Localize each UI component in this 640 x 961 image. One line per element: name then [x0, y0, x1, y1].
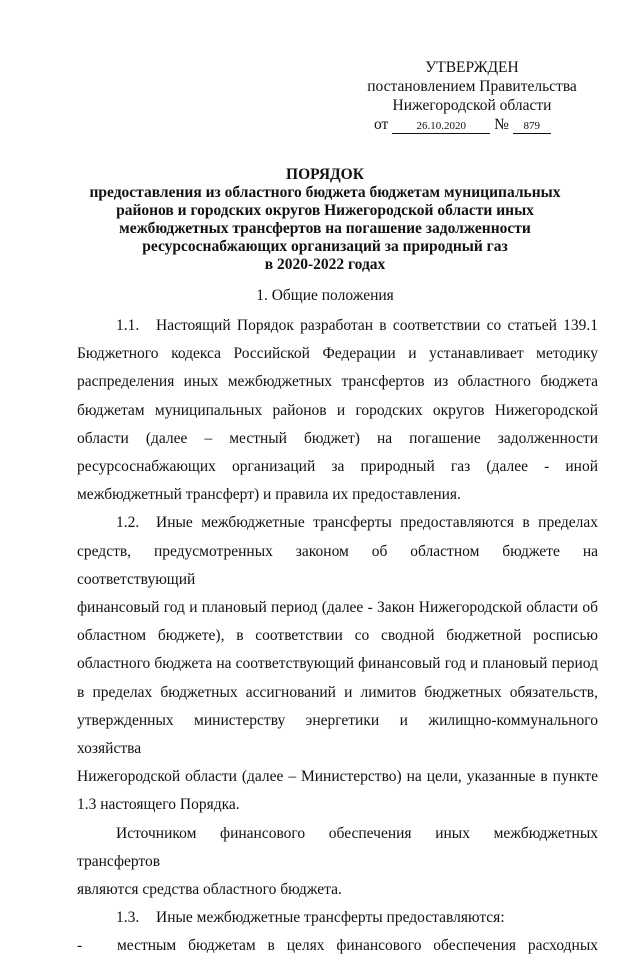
text-line: распределения иных межбюджетных трансфертов из областного бюджета	[77, 373, 598, 391]
number-sign: №	[494, 116, 509, 133]
paragraph-1-2	[77, 509, 598, 537]
text-line: областном бюджете), в соответствии со сводной бюджетной росписью	[77, 627, 598, 645]
title-line: районов и городских округов Нижегородской области иных	[116, 202, 534, 219]
text-line: средств, предусмотренных законом об областном бюджете на соответствующий	[77, 542, 598, 588]
paragraph-1-1	[77, 312, 598, 340]
item-number: 1.3.	[116, 909, 140, 927]
text-line: ресурсоснабжающих организаций за природный газ (далее - иной	[77, 458, 598, 476]
dash-marker: -	[77, 937, 83, 955]
text-line: Иные межбюджетные трансферты предоставляются:	[156, 909, 505, 927]
text-line: областного бюджета на соответствующий финансовый год и плановый период	[77, 655, 598, 673]
title-line: ресурсоснабжающих организаций за природный газ	[142, 238, 508, 255]
item-number: 1.2.	[116, 514, 140, 532]
text-line: Бюджетного кодекса Российской Федерации и устанавливает методику	[77, 345, 598, 363]
item-number: 1.1.	[116, 317, 140, 334]
title-line: предоставления из областного бюджета бюджетам муниципальных	[89, 184, 561, 201]
text-line: Нижегородской области (далее – Министерство) на цели, указанные в пункте	[77, 768, 598, 786]
approval-number: 879	[513, 120, 551, 134]
text-line: в пределах бюджетных ассигнований и лимитов бюджетных обязательств,	[77, 683, 598, 701]
approval-block	[362, 58, 582, 134]
section-heading: 1. Общие положения	[256, 287, 394, 304]
title-line: в 2020-2022 годах	[264, 256, 386, 273]
paragraph-source: Источником финансового обеспечения иных межбюджетных трансфертов	[77, 824, 598, 870]
text-line: области (далее – местный бюджет) на погашение задолженности	[77, 429, 598, 447]
text-line: межбюджетный трансферт) и правила их предоставления.	[77, 486, 461, 504]
document-title	[70, 166, 580, 274]
text-line: бюджетам муниципальных районов и городских округов Нижегородской	[77, 401, 598, 419]
text-line: утвержденных министерству энергетики и жилищно-коммунального хозяйства	[77, 711, 598, 758]
text-line: местным бюджетам в целях финансового обеспечения расходных	[117, 937, 598, 955]
approval-date: 26.10.2020	[392, 120, 490, 134]
text-line: являются средства областного бюджета.	[77, 881, 342, 899]
approval-heading: УТВЕРЖДЕН	[425, 59, 519, 76]
approval-date-line	[362, 115, 582, 134]
list-item	[77, 932, 598, 960]
approval-region: Нижегородской области	[392, 97, 552, 114]
text-line: Настоящий Порядок разработан в соответствии со статьей 139.1	[156, 317, 598, 334]
date-prefix: от	[374, 116, 389, 133]
paragraph-1-3	[77, 904, 598, 932]
title-heading: ПОРЯДОК	[286, 166, 364, 183]
document-body	[77, 312, 598, 961]
text-line: 1.3 настоящего Порядка.	[77, 796, 240, 814]
text-line: Иные межбюджетные трансферты предоставляются в пределах	[156, 514, 598, 532]
approval-resolution: постановлением Правительства	[367, 78, 577, 95]
title-line: межбюджетных трансфертов на погашение задолженности	[119, 220, 531, 237]
text-line: финансовый год и плановый период (далее - Закон Нижегородской области об	[77, 599, 598, 617]
